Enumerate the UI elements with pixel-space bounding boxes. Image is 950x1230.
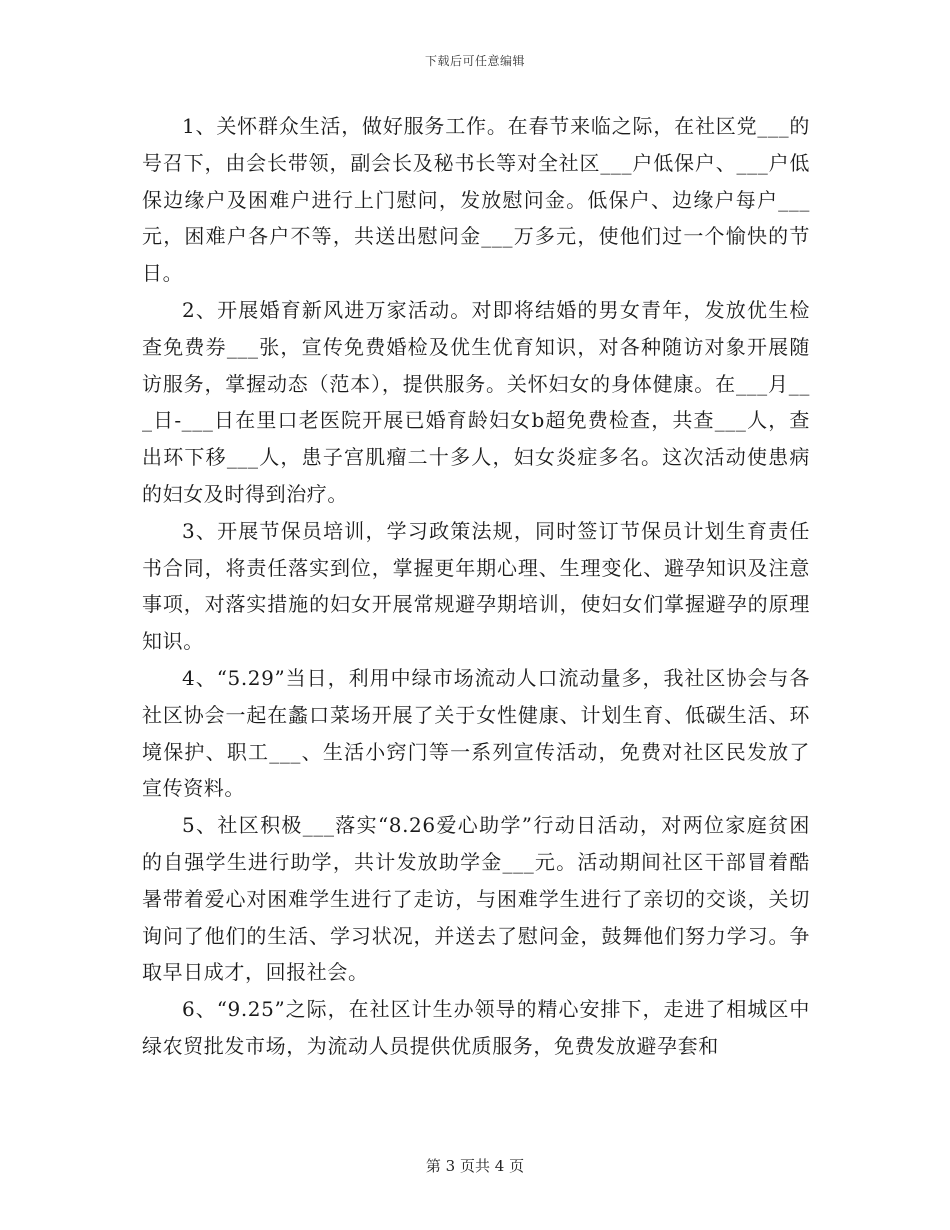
paragraph-6: 6、“9.25”之际，在社区计生办领导的精心安排下，走进了相城区中绿农贸批发市场，为流动人员提供优质服务，免费发放避孕套和 [142, 997, 810, 1058]
page-number: 第 3 页共 4 页 [425, 1157, 525, 1175]
paragraph-1: 1、关怀群众生活，做好服务工作。在春节来临之际，在社区党___的号召下，由会长带领，副会长及秘书长等对全社区___户低保户、___户低保边缘户及困难户进行上门慰问，发放慰问金。低保户、边缘户每户___元，困难户各户不等，共送出慰问金___万多元，使他们过一个愉快的节日。 [142, 114, 810, 286]
paragraph-5: 5、社区积极___落实“8.26爱心助学”行动日活动，对两位家庭贫困的自强学生进行助学，共计发放助学金___元。活动期间社区干部冒着酷暑带着爱心对困难学生进行了走访，与困难学生进行了亲切的交谈，关切询问了他们的生活、学习状况，并送去了慰问金，鼓舞他们努力学习。争取早日成才，回报社会。 [142, 813, 810, 985]
paragraph-2: 2、开展婚育新风进万家活动。对即将结婚的男女青年，发放优生检查免费券___张，宣传免费婚检及优生优育知识，对各种随访对象开展随访服务，掌握动态（范本），提供服务。关怀妇女的身体健康。在___月___日-___日在里口老医院开展已婚育龄妇女b超免费检查，共查___人，查出环下移___人，患子宫肌瘤二十多人，妇女炎症多名。这次活动使患病的妇女及时得到治疗。 [142, 297, 810, 506]
paragraph-3: 3、开展节保员培训，学习政策法规，同时签订节保员计划生育责任书合同，将责任落实到位，掌握更年期心理、生理变化、避孕知识及注意事项，对落实措施的妇女开展常规避孕期培训，使妇女们掌握避孕的原理知识。 [142, 518, 810, 654]
paragraph-4: 4、“5.29”当日，利用中绿市场流动人口流动量多，我社区协会与各社区协会一起在蠡口菜场开展了关于女性健康、计划生育、低碳生活、环境保护、职工___、生活小窍门等一系列宣传活动，免费对社区民发放了宣传资料。 [142, 665, 810, 801]
page-header: 下载后可任意编辑 [424, 54, 525, 68]
document-body [142, 108, 810, 1065]
